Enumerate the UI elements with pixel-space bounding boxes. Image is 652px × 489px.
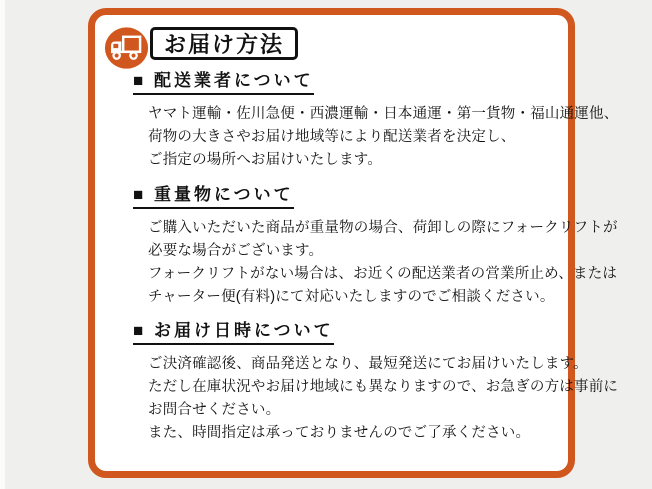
section-body [148,103,619,172]
delivery-info-panel [88,8,619,478]
page-title-text: お届け方法 [164,32,285,57]
body-line: ただし在庫状況やお届け地域にも異なりますので、お急ぎの方は事前に [148,379,619,395]
truck-icon [104,26,149,71]
section-heading: ■ お届け日時について [133,316,334,345]
section-body [148,217,618,309]
page-title [150,27,298,60]
body-line: ご購入いただいた商品が重量物の場合、荷卸しの際にフォークリフトが [148,220,618,236]
body-line: ご決済確認後、商品発送となり、最短発送にてお届けいたします。 [148,356,588,372]
body-line: また、時間指定は承っておりませんのでご了承ください。 [148,425,531,441]
section-heavy-items [133,180,618,309]
body-line: チャーター便(有料)にて対応いたしますのでご相談ください。 [148,289,555,305]
left-edge-strip [0,0,5,489]
section-heading: ■ 重量物について [133,180,294,209]
body-line: 必要な場合がございます。 [148,243,324,259]
section-heading: ■ 配送業者について [133,66,314,95]
body-line: ご指定の場所へお届けいたします。 [148,152,383,168]
section-delivery-datetime [133,316,619,445]
body-line: 荷物の大きさやお届け地域等により配送業者を決定し、 [148,129,516,145]
section-shipping-carriers [133,66,619,172]
section-body [148,353,619,445]
body-line: ヤマト運輸・佐川急便・西濃運輸・日本通運・第一貨物・福山通運他、 [148,106,619,122]
body-line: お問合せください。 [148,402,281,418]
body-line: フォークリフトがない場合は、お近くの配送業者の営業所止め、または [148,266,618,282]
